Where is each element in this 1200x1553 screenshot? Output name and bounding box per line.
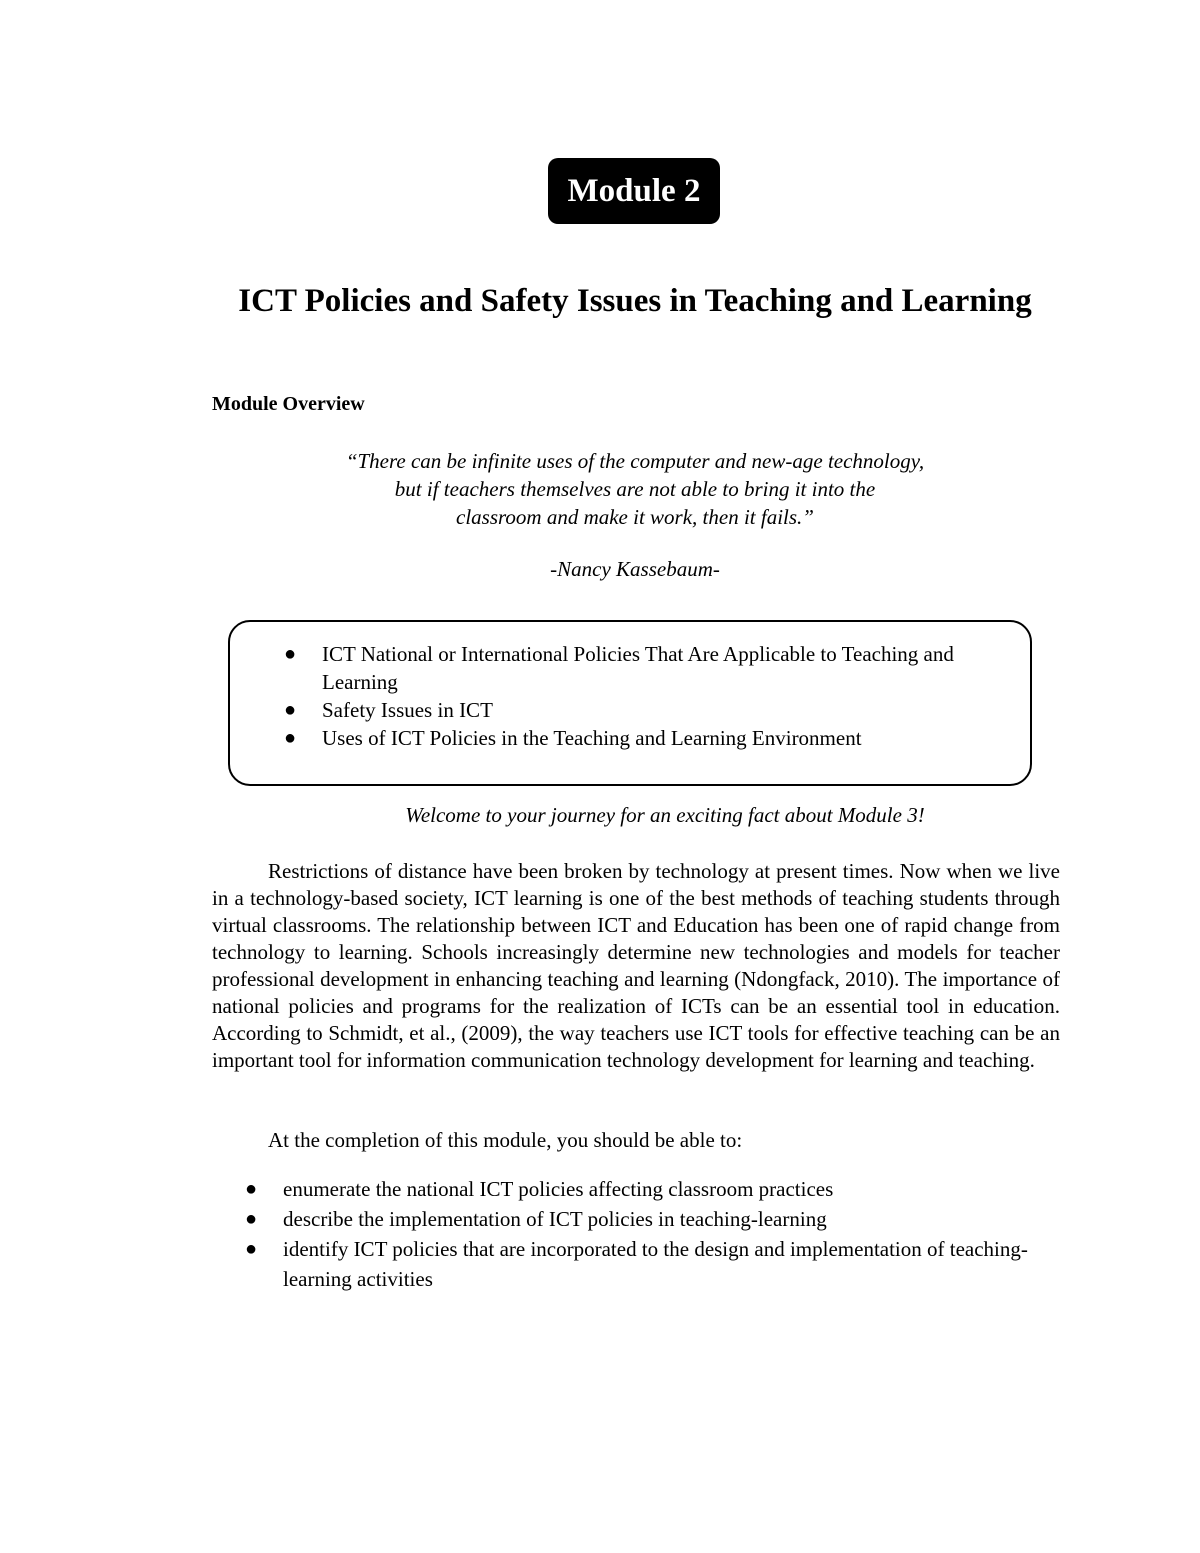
module-badge — [548, 158, 720, 224]
list-item — [245, 1234, 1065, 1294]
bullet-icon: ● — [245, 1178, 258, 1200]
quote-line: “There can be infinite uses of the computer and new-age technology, — [345, 449, 925, 473]
list-item — [284, 696, 1004, 724]
quote-author: -Nancy Kassebaum- — [550, 557, 720, 581]
objectives-intro: At the completion of this module, you should be able to: — [268, 1128, 743, 1152]
body-paragraph: Restrictions of distance have been broken by technology at present times. Now when we live in a technology-based society, ICT learning is one of the best methods of teaching students through virtual classrooms. The relationship between ICT and Education has been one of rapid change from technology to learning. Schools increasingly determine new technologies and models for teacher professional development in enhancing teaching and learning (Ndongfack, 2010). The importance of national policies and programs for the realization of ICTs can be an essential tool in education. According to Schmidt, et al., (2009), the way teachers use ICT tools for effective teaching can be an important tool for information communication technology development for learning and teaching. — [212, 859, 1060, 1072]
list-item — [284, 724, 1004, 752]
list-item — [284, 640, 1004, 696]
objective-text: describe the implementation of ICT policies in teaching-learning — [283, 1207, 827, 1231]
topic-text: Safety Issues in ICT — [322, 698, 493, 722]
bullet-icon: ● — [284, 643, 297, 665]
bullet-icon: ● — [245, 1208, 258, 1230]
quote-line: but if teachers themselves are not able to bring it into the — [394, 477, 876, 501]
module-label: Module 2 — [567, 172, 701, 209]
objective-text: identify ICT policies that are incorporated to the design and implementation of teaching-learning activities — [283, 1237, 1028, 1291]
bullet-icon: ● — [245, 1238, 258, 1260]
list-item — [245, 1204, 1065, 1234]
list-item — [245, 1174, 1065, 1204]
page-title: ICT Policies and Safety Issues in Teaching and Learning — [238, 283, 1032, 319]
objective-text: enumerate the national ICT policies affecting classroom practices — [283, 1177, 834, 1201]
quote — [200, 447, 1070, 531]
topic-text: ICT National or International Policies That Are Applicable to Teaching and Learning — [322, 642, 954, 694]
bullet-icon: ● — [284, 699, 297, 721]
topics-box — [228, 620, 1032, 786]
topic-text: Uses of ICT Policies in the Teaching and Learning Environment — [322, 726, 862, 750]
objectives-list — [245, 1174, 1065, 1294]
welcome-text: Welcome to your journey for an exciting fact about Module 3! — [405, 803, 925, 827]
section-heading: Module Overview — [212, 393, 365, 415]
topics-list — [284, 640, 1004, 752]
quote-line: classroom and make it work, then it fails.” — [456, 505, 814, 529]
bullet-icon: ● — [284, 727, 297, 749]
